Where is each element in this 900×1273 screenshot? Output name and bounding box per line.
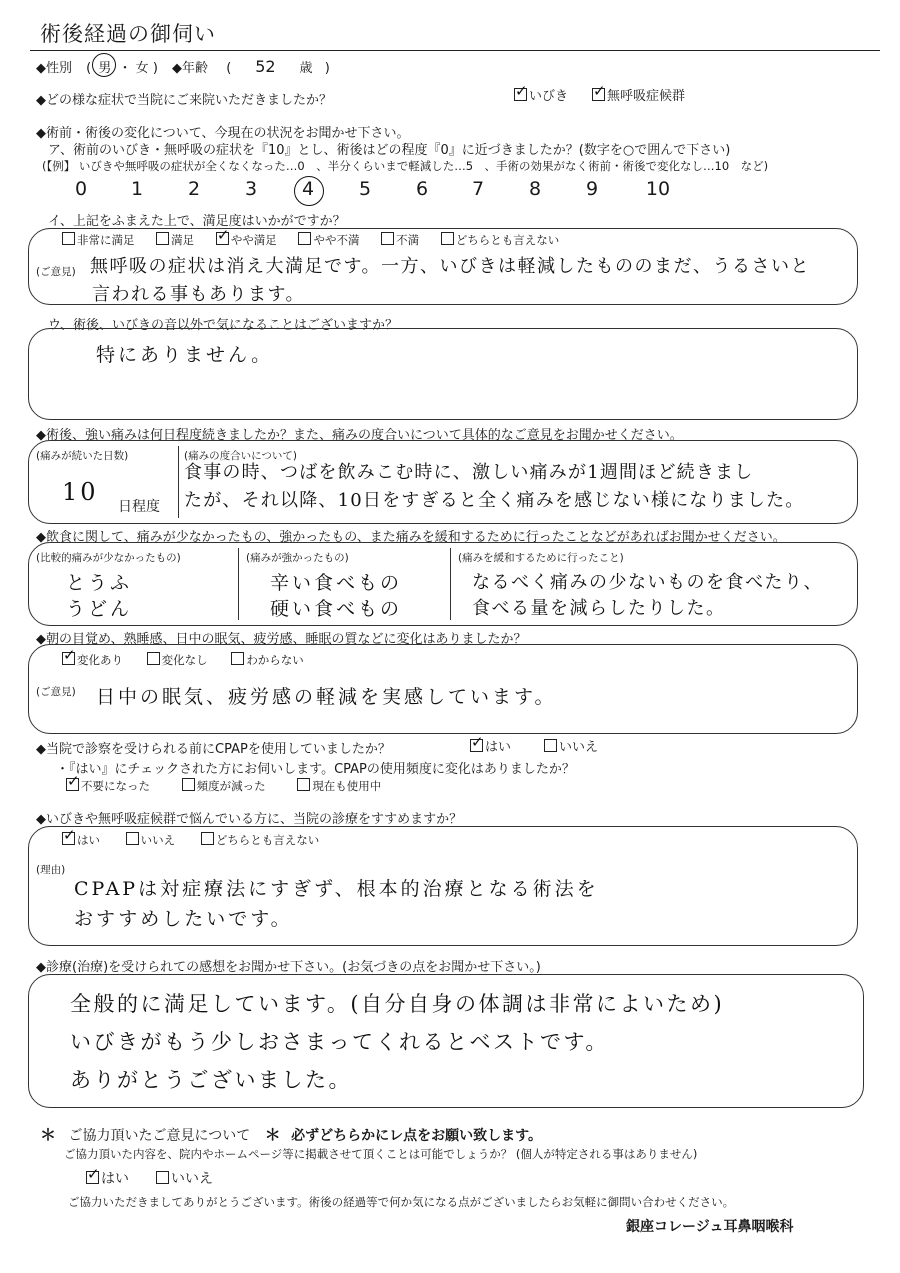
symptoms-option-apnea[interactable]	[592, 85, 685, 104]
diet-relief-line2[interactable]: 食べる量を減らしたりした。	[472, 598, 726, 619]
diet-strong-label: (痛みが強かったもの)	[246, 552, 349, 564]
checkbox-icon[interactable]	[381, 232, 394, 245]
diet-divider-1	[238, 548, 239, 620]
checkbox-icon[interactable]	[62, 232, 75, 245]
checkbox-icon[interactable]	[514, 88, 527, 101]
checkbox-icon[interactable]	[298, 232, 311, 245]
sleep-option[interactable]	[147, 653, 208, 667]
recommend-option-label: どちらとも言えない	[215, 833, 320, 847]
recommend-option-label: いいえ	[140, 833, 176, 847]
checkbox-icon[interactable]	[62, 832, 75, 845]
diet-less-line1[interactable]: とうふ	[66, 572, 133, 594]
example-open-paren: (	[42, 159, 47, 173]
recommend-reason-line2[interactable]: おすすめしたいです。	[74, 908, 293, 930]
satisfaction-option[interactable]	[156, 233, 194, 247]
cpap-sub-option[interactable]	[182, 779, 266, 793]
scale-9[interactable]: 9	[585, 178, 599, 200]
example-text: 【例】 いびきや無呼吸の症状が全くなくなった…0 、半分くらいまで軽減した…5 、手術の効果がなく術前・術後で変化なし…10 など)	[46, 159, 769, 173]
diet-strong-line1[interactable]: 辛い食べもの	[270, 572, 403, 594]
symptoms-option-snoring[interactable]	[514, 85, 568, 104]
checkbox-icon[interactable]	[470, 739, 483, 752]
checkbox-icon[interactable]	[216, 232, 229, 245]
gender-male-text: 男	[98, 61, 112, 76]
satisfaction-opinion-line2[interactable]: 言われる事もあります。	[92, 284, 306, 305]
checkbox-icon[interactable]	[231, 652, 244, 665]
pain-days-value[interactable]: 10	[62, 478, 99, 506]
pain-question: ◆術後、強い痛みは何日程度続きましたか？また、痛みの度合いについて具体的なご意見をお聞かせください。	[36, 428, 683, 443]
diet-divider-2	[450, 548, 451, 620]
other-concerns-question: ウ、術後、いびきの音以外で気になることはございますか？	[48, 318, 398, 333]
cpap-sub-option-label: 頻度が減った	[196, 779, 266, 793]
pain-days-unit: 日程度	[118, 499, 160, 515]
recommend-option-label: はい	[77, 833, 100, 847]
impressions-line3[interactable]: ありがとうございました。	[70, 1068, 352, 1092]
sleep-question: ◆朝の目覚め、熟睡感、日中の眠気、疲労感、睡眠の質などに変化はありましたか？	[36, 632, 527, 647]
age-value[interactable]: 52	[255, 57, 276, 76]
satisfaction-option-label: 非常に満足	[77, 233, 135, 247]
cpap-option-label: はい	[485, 740, 512, 755]
consent-option-yes[interactable]	[86, 1168, 129, 1188]
diet-relief-label: (痛みを緩和するために行ったこと)	[458, 552, 624, 564]
satisfaction-question: イ、上記をふまえた上で、満足度はいかがですか？	[48, 214, 346, 229]
consent-heading-row	[40, 1122, 542, 1145]
satisfaction-option[interactable]	[298, 233, 359, 247]
pain-degree-line2[interactable]: たが、それ以降、10日をすぎると全く痛みを感じない様になりました。	[184, 490, 805, 511]
satisfaction-option[interactable]	[381, 233, 419, 247]
checkbox-icon[interactable]	[147, 652, 160, 665]
satisfaction-option-label: やや満足	[230, 233, 277, 247]
checkbox-icon[interactable]	[156, 232, 169, 245]
scale-5[interactable]: 5	[358, 178, 372, 200]
scale-8[interactable]: 8	[528, 178, 542, 200]
scale-0[interactable]: 0	[74, 178, 88, 200]
gender-separator: ・	[118, 61, 132, 76]
cpap-sub-option-label: 不要になった	[81, 779, 150, 793]
gender-row: ◆性別 ( 男 ・ 女 ) ◆年齢 ( 52 歳 )	[36, 57, 330, 76]
gender-female-option[interactable]: 女	[135, 61, 149, 76]
symptoms-option-label: 無呼吸症候群	[607, 89, 686, 104]
checkbox-icon[interactable]	[297, 778, 310, 791]
checkbox-icon[interactable]	[441, 232, 454, 245]
recommend-option[interactable]	[62, 833, 100, 847]
diet-less-label: (比較的痛みが少なかったもの)	[36, 552, 181, 564]
consent-asterisk-2: ＊	[264, 1125, 281, 1144]
satisfaction-opinion-label: (ご意見)	[36, 266, 76, 278]
cpap-option-no[interactable]	[544, 736, 598, 755]
consent-asterisk-1: ＊	[40, 1125, 57, 1144]
checkbox-icon[interactable]	[66, 778, 79, 791]
sleep-opinion-label: (ご意見)	[36, 686, 76, 698]
impressions-line1[interactable]: 全般的に満足しています。(自分自身の体調は非常によいため)	[70, 992, 725, 1016]
recommend-reason-label: (理由)	[36, 864, 66, 876]
consent-option-label: はい	[101, 1171, 129, 1187]
sleep-options	[62, 652, 304, 668]
scale-4[interactable]: 4	[301, 178, 315, 200]
consent-heading: ご協力頂いたご意見について	[68, 1128, 251, 1144]
change-heading: ◆術前・術後の変化について、今現在の状況をお聞かせ下さい。	[36, 126, 410, 141]
cpap-sub-option[interactable]	[297, 779, 381, 793]
pain-degree-line1[interactable]: 食事の時、つばを飲みこむ時に、激しい痛みが1週間ほど続きまし	[184, 462, 754, 483]
checkbox-icon[interactable]	[201, 832, 214, 845]
cpap-option-yes[interactable]	[470, 736, 511, 755]
satisfaction-option[interactable]	[441, 233, 560, 247]
satisfaction-option-label: 不満	[396, 233, 420, 247]
scale-selected-circle	[294, 176, 324, 206]
cpap-sub-option-label: 現在も使用中	[312, 779, 382, 793]
checkbox-icon[interactable]	[592, 88, 605, 101]
impressions-line2[interactable]: いびきがもう少しおさまってくれるとベストです。	[70, 1030, 609, 1054]
satisfaction-option-label: やや不満	[313, 233, 360, 247]
recommend-question: ◆いびきや無呼吸症候群で悩んでいる方に、当院の診療をすすめますか？	[36, 812, 463, 827]
scale-6[interactable]: 6	[415, 178, 429, 200]
checkbox-icon[interactable]	[182, 778, 195, 791]
satisfaction-option[interactable]	[62, 233, 135, 247]
checkbox-icon[interactable]	[126, 832, 139, 845]
sleep-option-label: 変化あり	[77, 653, 123, 667]
age-unit: 歳	[299, 61, 313, 76]
sleep-option[interactable]	[62, 653, 123, 667]
checkbox-icon[interactable]	[544, 739, 557, 752]
clinic-name: 銀座コレージュ耳鼻咽喉科	[626, 1219, 794, 1235]
satisfaction-option-label: 満足	[171, 233, 195, 247]
consent-option-no[interactable]	[156, 1168, 213, 1188]
diet-strong-line2[interactable]: 硬い食べもの	[270, 598, 403, 620]
pain-divider	[178, 446, 179, 518]
consent-thanks: ご協力いただきましてありがとうございます。術後の経過等で何か気になる点がございましたらお気軽に御問い合わせください。	[68, 1195, 735, 1209]
checkbox-icon[interactable]	[86, 1171, 99, 1184]
diet-question: ◆飲食に関して、痛みが少なかったもの、強かったもの、また痛みを緩和するために行ったことなどがあればお聞かせください。	[36, 530, 786, 545]
diet-relief-line1[interactable]: なるべく痛みの少ないものを食べたり、	[472, 572, 823, 593]
sleep-option-label: わからない	[246, 653, 304, 667]
checkbox-icon[interactable]	[62, 652, 75, 665]
cpap-sub-option[interactable]	[66, 779, 150, 793]
gender-male-option[interactable]	[95, 57, 114, 76]
age-label: ◆年齢	[172, 61, 209, 76]
consent-option-label: いいえ	[171, 1171, 213, 1187]
impressions-question: ◆診療(治療)を受けられての感想をお聞かせ下さい。(お気づきの点をお聞かせ下さい。)	[36, 960, 541, 975]
scale-3[interactable]: 3	[244, 178, 258, 200]
sleep-option[interactable]	[231, 653, 304, 667]
cpap-sub-question: ・『はい』にチェックされた方にお伺いします。CPAPの使用頻度に変化はありましたか？	[56, 762, 575, 777]
consent-question: ご協力頂いた内容を、院内やホームページ等に掲載させて頂くことは可能でしょうか？ (個人が特定される事はありません)	[64, 1147, 698, 1161]
sleep-option-label: 変化なし	[161, 653, 208, 667]
scale-7[interactable]: 7	[471, 178, 485, 200]
gender-label: ◆性別	[36, 61, 72, 76]
scale-10[interactable]: 10	[645, 178, 671, 200]
recommend-option[interactable]	[201, 833, 320, 847]
sleep-opinion[interactable]: 日中の眠気、疲労感の軽減を実感しています。	[96, 686, 557, 708]
title-underline	[30, 50, 880, 51]
checkbox-icon[interactable]	[156, 1171, 169, 1184]
recommend-option[interactable]	[126, 833, 176, 847]
cpap-question: ◆当院で診察を受けられる前にCPAPを使用していましたか？	[36, 742, 391, 757]
satisfaction-option[interactable]	[216, 233, 277, 247]
diet-less-line2[interactable]: うどん	[66, 598, 133, 620]
satisfaction-opinion-line1[interactable]: 無呼吸の症状は消え大満足です。一方、いびきは軽減したもののまだ、うるさいと	[90, 256, 811, 277]
change-example	[42, 158, 768, 174]
consent-instruction: 必ずどちらかにレ点をお願い致します。	[291, 1128, 543, 1144]
pain-days-label: (痛みが続いた日数)	[36, 450, 129, 462]
page-title: 術後経過の御伺い	[40, 22, 216, 46]
cpap-sub-options	[66, 778, 381, 794]
cpap-option-label: いいえ	[559, 740, 599, 755]
scale-2[interactable]: 2	[187, 178, 201, 200]
satisfaction-options	[62, 232, 559, 248]
other-concerns-answer[interactable]: 特にありません。	[96, 344, 274, 366]
pain-degree-label: (痛みの度合いについて)	[184, 450, 297, 462]
scale-1[interactable]: 1	[130, 178, 144, 200]
symptoms-option-label: いびき	[529, 89, 569, 104]
change-question-a: ア、術前のいびき・無呼吸の症状を『10』とし、術後はどの程度『0』に近づきましたか？(数字を○で囲んで下さい)	[48, 143, 731, 158]
symptoms-question: ◆どの様な症状で当院にご来院いただきましたか？	[36, 93, 332, 108]
gender-selected-circle	[92, 53, 116, 77]
satisfaction-option-label: どちらとも言えない	[455, 233, 560, 247]
recommend-reason-line1[interactable]: CPAPは対症療法にすぎず、根本的治療となる術法を	[74, 878, 599, 900]
recommend-options	[62, 832, 319, 848]
